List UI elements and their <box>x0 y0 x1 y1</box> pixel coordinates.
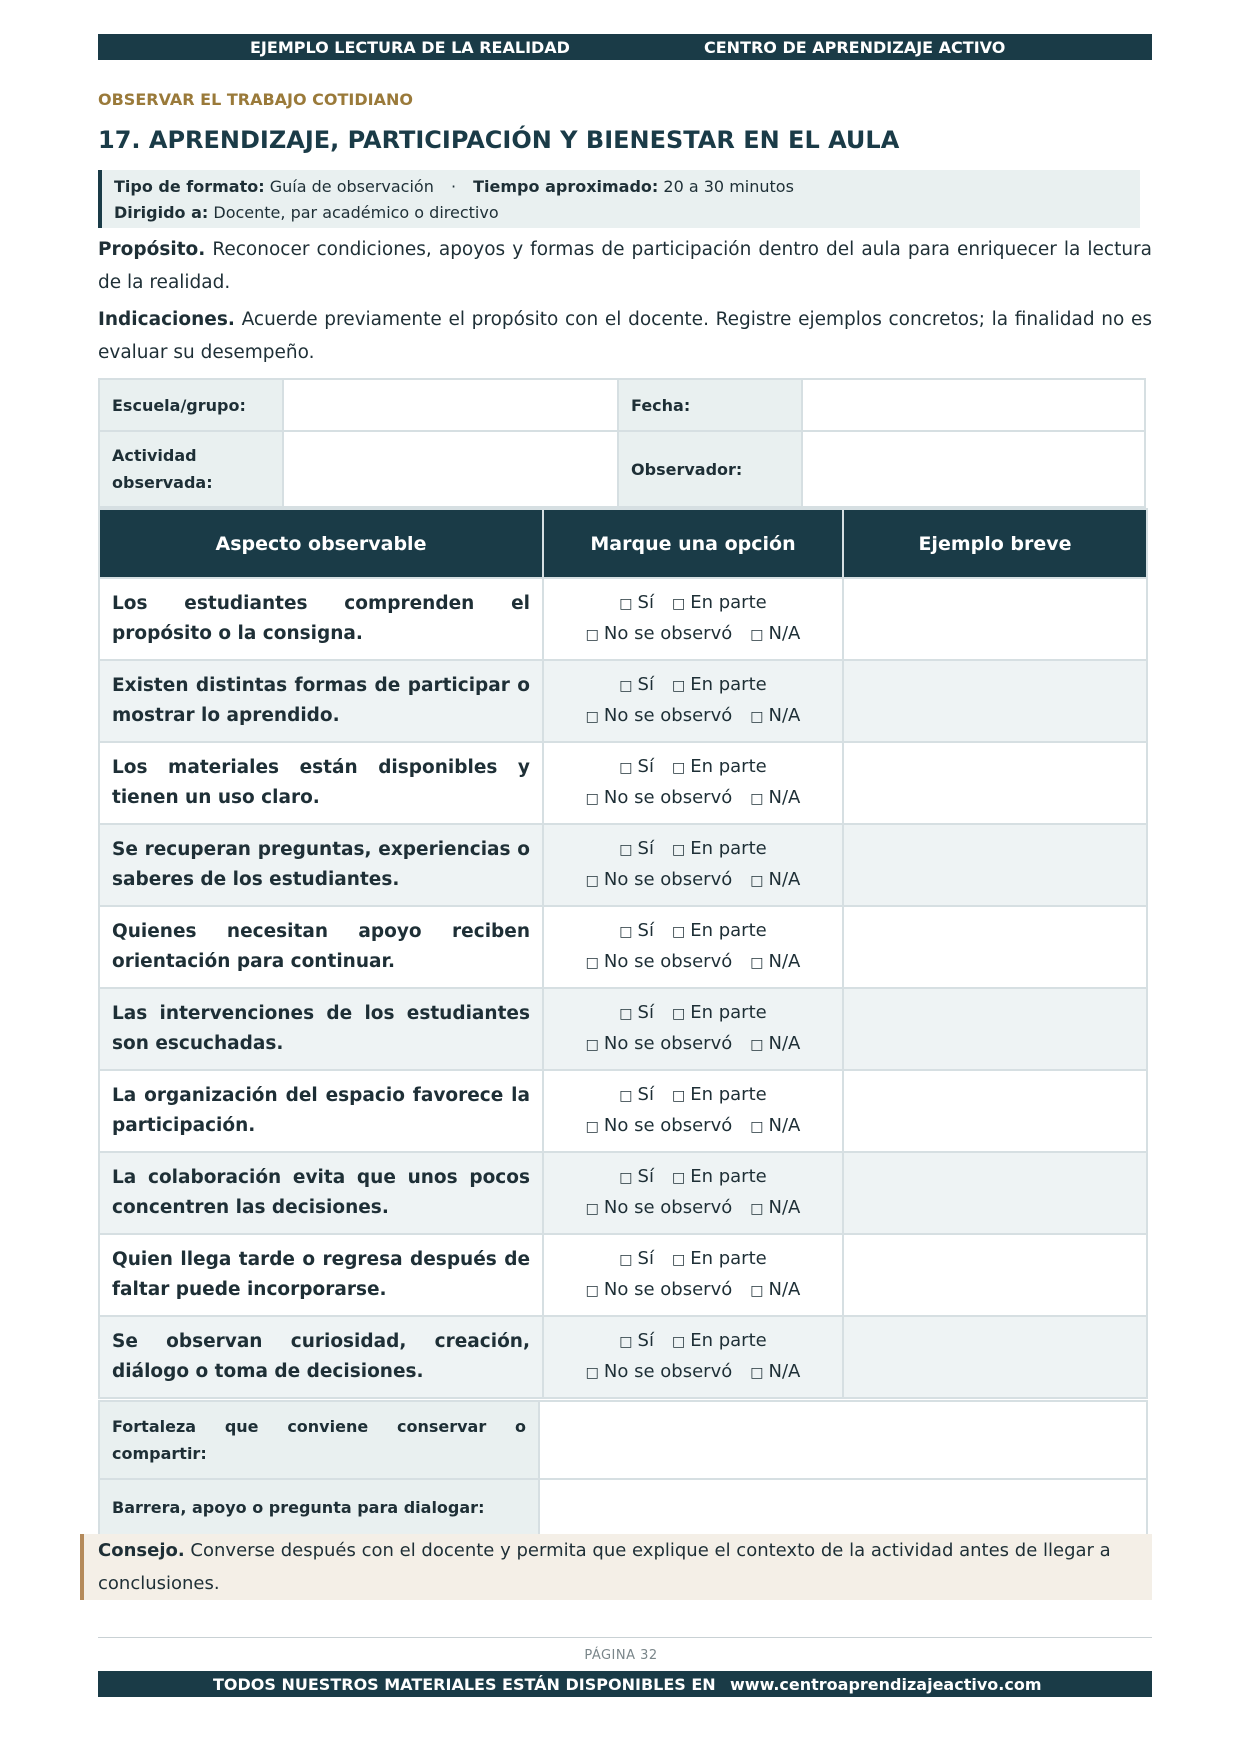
option-si[interactable] <box>619 1084 654 1105</box>
observer-field[interactable] <box>802 431 1145 507</box>
option-en-parte[interactable] <box>672 920 767 941</box>
option-label: No se observó <box>603 1361 733 1382</box>
checkbox-icon[interactable]: □ <box>671 596 686 612</box>
table-row <box>99 742 1147 824</box>
strength-field[interactable] <box>539 1401 1147 1479</box>
option-no-se-observo[interactable] <box>586 869 733 890</box>
option-cell <box>543 1070 843 1152</box>
checkbox-icon[interactable]: □ <box>585 955 599 971</box>
example-field[interactable] <box>843 1234 1147 1316</box>
table-row <box>99 660 1147 742</box>
option-no-se-observo[interactable] <box>586 1033 733 1054</box>
option-si[interactable] <box>619 838 654 859</box>
page-number: PÁGINA 32 <box>584 1648 658 1663</box>
audience-value: Docente, par académico o directivo <box>213 203 499 222</box>
option-label: En parte <box>690 674 767 695</box>
option-si[interactable] <box>619 1248 654 1269</box>
aspect-cell: Los estudiantes comprenden el propósito o la consigna. <box>99 578 543 660</box>
format-label: Tipo de formato: <box>114 177 265 196</box>
table-row <box>99 578 1147 660</box>
table-row <box>99 906 1147 988</box>
strength-label: Fortaleza que conviene conservar o compartir: <box>99 1401 539 1479</box>
table-row <box>99 1152 1147 1234</box>
option-na[interactable] <box>750 1197 800 1218</box>
table-row <box>99 1234 1147 1316</box>
option-cell <box>543 988 843 1070</box>
table-row <box>99 988 1147 1070</box>
date-field[interactable] <box>802 379 1145 431</box>
option-si[interactable] <box>619 920 654 941</box>
checkbox-icon[interactable]: □ <box>750 709 764 725</box>
option-label: No se observó <box>603 787 733 808</box>
header-example: Ejemplo breve <box>843 509 1147 578</box>
checkbox-icon[interactable]: □ <box>585 1037 599 1053</box>
example-field[interactable] <box>843 1070 1147 1152</box>
option-label: En parte <box>690 592 767 613</box>
time-value: 20 a 30 minutos <box>663 177 794 196</box>
option-na[interactable] <box>750 623 800 644</box>
option-en-parte[interactable] <box>672 1330 767 1351</box>
aspect-cell: Se observan curiosidad, creación, diálogo o toma de decisiones. <box>99 1316 543 1398</box>
option-label: Sí <box>637 1002 654 1023</box>
option-label: Sí <box>637 838 654 859</box>
option-cell <box>543 1152 843 1234</box>
option-cell <box>543 660 843 742</box>
example-field[interactable] <box>843 742 1147 824</box>
format-value: Guía de observación <box>269 177 434 196</box>
option-label: N/A <box>768 787 801 808</box>
option-label: N/A <box>768 1361 801 1382</box>
school-group-label: Escuela/grupo: <box>99 379 283 431</box>
checkbox-icon[interactable]: □ <box>619 678 633 694</box>
checkbox-icon[interactable]: □ <box>619 842 633 858</box>
option-label: No se observó <box>603 705 733 726</box>
checkbox-icon[interactable]: □ <box>671 1334 686 1350</box>
option-na[interactable] <box>750 787 800 808</box>
option-no-se-observo[interactable] <box>586 1361 733 1382</box>
checkbox-icon[interactable]: □ <box>619 1252 633 1268</box>
activity-field[interactable] <box>283 431 618 507</box>
page-title: 17. APRENDIZAJE, PARTICIPACIÓN Y BIENESTAR EN EL AULA <box>98 126 900 154</box>
option-en-parte[interactable] <box>672 1002 767 1023</box>
option-no-se-observo[interactable] <box>586 951 733 972</box>
option-label: No se observó <box>603 623 733 644</box>
example-field[interactable] <box>843 578 1147 660</box>
checkbox-icon[interactable]: □ <box>585 1283 599 1299</box>
example-field[interactable] <box>843 660 1147 742</box>
checkbox-icon[interactable]: □ <box>585 1365 599 1381</box>
example-field[interactable] <box>843 906 1147 988</box>
option-si[interactable] <box>619 674 654 695</box>
option-cell <box>543 1316 843 1398</box>
checkbox-icon[interactable]: □ <box>585 627 599 643</box>
footer-url-link[interactable]: www.centroaprendizajeactivo.com <box>730 1675 1042 1694</box>
aspect-cell: La colaboración evita que unos pocos concentren las decisiones. <box>99 1152 543 1234</box>
checkbox-icon[interactable]: □ <box>671 842 686 858</box>
checkbox-icon[interactable]: □ <box>671 1006 686 1022</box>
option-no-se-observo[interactable] <box>586 1115 733 1136</box>
option-cell <box>543 906 843 988</box>
option-label: Sí <box>637 756 654 777</box>
option-si[interactable] <box>619 592 654 613</box>
checkbox-icon[interactable]: □ <box>750 955 764 971</box>
activity-label: Actividad observada: <box>99 431 283 507</box>
option-en-parte[interactable] <box>672 1166 767 1187</box>
checkbox-icon[interactable]: □ <box>619 760 633 776</box>
header-option: Marque una opción <box>543 509 843 578</box>
header-bar <box>98 34 1152 60</box>
checkbox-icon[interactable]: □ <box>671 1170 686 1186</box>
option-no-se-observo[interactable] <box>586 1279 733 1300</box>
purpose-text: Reconocer condiciones, apoyos y formas de participación dentro del aula para enriquecer la lectura de la realidad. <box>98 239 1152 293</box>
option-en-parte[interactable] <box>672 592 767 613</box>
option-label: En parte <box>690 1002 767 1023</box>
tip-label: Consejo. <box>98 1540 185 1561</box>
instructions-label: Indicaciones. <box>98 309 235 330</box>
tip-text: Converse después con el docente y permita que explique el contexto de la actividad antes de llegar a conclusiones. <box>98 1540 1111 1594</box>
option-no-se-observo[interactable] <box>586 787 733 808</box>
footer-divider <box>98 1637 1152 1638</box>
option-label: En parte <box>690 1084 767 1105</box>
option-si[interactable] <box>619 1002 654 1023</box>
school-group-field[interactable] <box>283 379 618 431</box>
option-na[interactable] <box>750 1115 800 1136</box>
footer-bar <box>98 1671 1152 1697</box>
option-label: Sí <box>637 1084 654 1105</box>
checkbox-icon[interactable]: □ <box>619 596 633 612</box>
option-label: Sí <box>637 1248 654 1269</box>
purpose-paragraph <box>98 233 1152 299</box>
section-kicker: OBSERVAR EL TRABAJO COTIDIANO <box>98 90 413 109</box>
aspect-cell: Quienes necesitan apoyo reciben orientación para continuar. <box>99 906 543 988</box>
option-label: En parte <box>690 1248 767 1269</box>
option-cell <box>543 578 843 660</box>
checkbox-icon[interactable]: □ <box>671 678 686 694</box>
option-label: No se observó <box>603 1033 733 1054</box>
header-fields-table <box>98 378 1146 508</box>
option-label: N/A <box>768 1115 801 1136</box>
aspect-cell: Se recuperan preguntas, experiencias o saberes de los estudiantes. <box>99 824 543 906</box>
option-label: N/A <box>768 705 801 726</box>
checkbox-icon[interactable]: □ <box>750 627 764 643</box>
checkbox-icon[interactable]: □ <box>671 1088 686 1104</box>
option-si[interactable] <box>619 756 654 777</box>
aspect-cell: La organización del espacio favorece la participación. <box>99 1070 543 1152</box>
option-en-parte[interactable] <box>672 674 767 695</box>
observation-table <box>98 508 1148 1399</box>
option-si[interactable] <box>619 1166 654 1187</box>
option-label: Sí <box>637 1330 654 1351</box>
option-en-parte[interactable] <box>672 756 767 777</box>
option-na[interactable] <box>750 705 800 726</box>
option-label: En parte <box>690 920 767 941</box>
option-na[interactable] <box>750 1279 800 1300</box>
aspect-cell: Existen distintas formas de participar o mostrar lo aprendido. <box>99 660 543 742</box>
option-no-se-observo[interactable] <box>586 1197 733 1218</box>
option-cell <box>543 824 843 906</box>
option-no-se-observo[interactable] <box>586 705 733 726</box>
option-label: Sí <box>637 1166 654 1187</box>
table-row <box>99 1316 1147 1398</box>
option-label: Sí <box>637 592 654 613</box>
checkbox-icon[interactable]: □ <box>750 1201 764 1217</box>
header-right-text: CENTRO DE APRENDIZAJE ACTIVO <box>704 38 1006 57</box>
checkbox-icon[interactable]: □ <box>671 760 686 776</box>
purpose-label: Propósito. <box>98 239 206 260</box>
checkbox-icon[interactable]: □ <box>750 1283 764 1299</box>
option-label: No se observó <box>603 869 733 890</box>
instructions-paragraph <box>98 303 1152 369</box>
audience-label: Dirigido a: <box>114 203 209 222</box>
checkbox-icon[interactable]: □ <box>750 873 764 889</box>
option-cell <box>543 742 843 824</box>
example-field[interactable] <box>843 1316 1147 1398</box>
option-label: No se observó <box>603 1279 733 1300</box>
checkbox-icon[interactable]: □ <box>585 709 599 725</box>
observer-label: Observador: <box>618 431 802 507</box>
date-label: Fecha: <box>618 379 802 431</box>
checkbox-icon[interactable]: □ <box>619 1170 633 1186</box>
option-label: Sí <box>637 674 654 695</box>
table-row <box>99 1070 1147 1152</box>
table-row <box>99 824 1147 906</box>
option-label: N/A <box>768 1033 801 1054</box>
checkbox-icon[interactable]: □ <box>585 1201 599 1217</box>
option-na[interactable] <box>750 869 800 890</box>
aspect-cell: Los materiales están disponibles y tienen un uso claro. <box>99 742 543 824</box>
option-label: En parte <box>690 838 767 859</box>
option-label: No se observó <box>603 1115 733 1136</box>
time-label: Tiempo aproximado: <box>473 177 659 196</box>
option-label: Sí <box>637 920 654 941</box>
option-label: No se observó <box>603 1197 733 1218</box>
checkbox-icon[interactable]: □ <box>619 1006 633 1022</box>
checkbox-icon[interactable]: □ <box>750 1119 764 1135</box>
checkbox-icon[interactable]: □ <box>750 791 764 807</box>
footer-left-text: TODOS NUESTROS MATERIALES ESTÁN DISPONIBLES EN <box>213 1675 716 1694</box>
option-label: N/A <box>768 869 801 890</box>
barrier-field[interactable] <box>539 1479 1147 1535</box>
header-left-text: EJEMPLO LECTURA DE LA REALIDAD <box>250 38 570 57</box>
aspect-cell: Las intervenciones de los estudiantes son escuchadas. <box>99 988 543 1070</box>
option-na[interactable] <box>750 951 800 972</box>
barrier-label: Barrera, apoyo o pregunta para dialogar: <box>99 1479 539 1535</box>
header-aspect: Aspecto observable <box>99 509 543 578</box>
option-na[interactable] <box>750 1033 800 1054</box>
option-label: N/A <box>768 951 801 972</box>
example-field[interactable] <box>843 824 1147 906</box>
option-en-parte[interactable] <box>672 1248 767 1269</box>
checkbox-icon[interactable]: □ <box>585 873 599 889</box>
option-label: En parte <box>690 756 767 777</box>
checkbox-icon[interactable]: □ <box>619 1088 633 1104</box>
option-label: En parte <box>690 1330 767 1351</box>
format-info-box <box>98 170 1140 228</box>
example-field[interactable] <box>843 1152 1147 1234</box>
closing-fields-table <box>98 1400 1148 1536</box>
option-label: N/A <box>768 623 801 644</box>
option-si[interactable] <box>619 1330 654 1351</box>
option-label: No se observó <box>603 951 733 972</box>
checkbox-icon[interactable]: □ <box>671 924 686 940</box>
checkbox-icon[interactable]: □ <box>750 1037 764 1053</box>
tip-box <box>80 1534 1152 1600</box>
option-label: En parte <box>690 1166 767 1187</box>
option-label: N/A <box>768 1197 801 1218</box>
option-label: N/A <box>768 1279 801 1300</box>
example-field[interactable] <box>843 988 1147 1070</box>
separator-dot: · <box>450 177 457 196</box>
checkbox-icon[interactable]: □ <box>671 1252 686 1268</box>
option-na[interactable] <box>750 1361 800 1382</box>
checkbox-icon[interactable]: □ <box>619 924 633 940</box>
option-en-parte[interactable] <box>672 1084 767 1105</box>
checkbox-icon[interactable]: □ <box>750 1365 764 1381</box>
instructions-text: Acuerde previamente el propósito con el docente. Registre ejemplos concretos; la finalidad no es evaluar su desempeño. <box>98 309 1152 363</box>
checkbox-icon[interactable]: □ <box>619 1334 633 1350</box>
checkbox-icon[interactable]: □ <box>585 791 599 807</box>
aspect-cell: Quien llega tarde o regresa después de faltar puede incorporarse. <box>99 1234 543 1316</box>
checkbox-icon[interactable]: □ <box>585 1119 599 1135</box>
option-cell <box>543 1234 843 1316</box>
option-en-parte[interactable] <box>672 838 767 859</box>
option-no-se-observo[interactable] <box>586 623 733 644</box>
